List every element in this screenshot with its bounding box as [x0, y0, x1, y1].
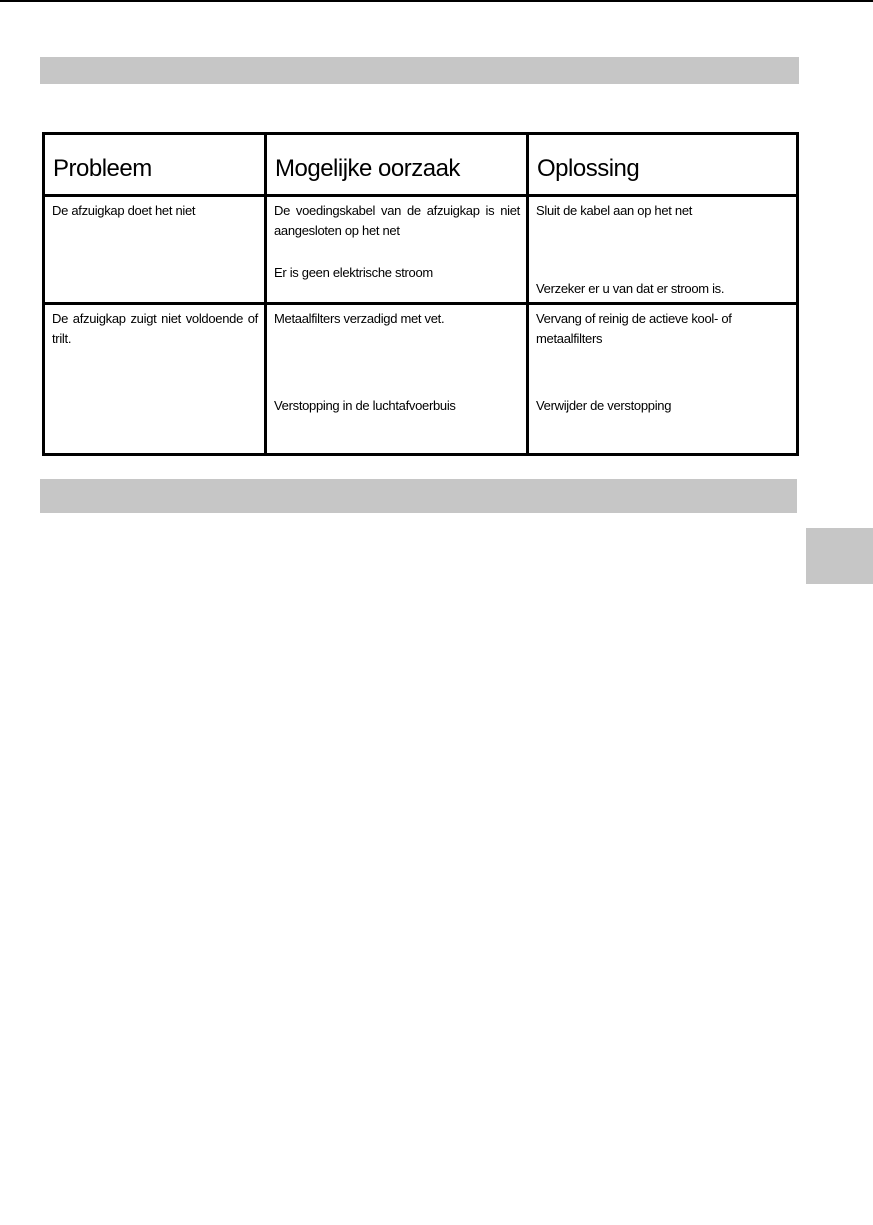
cause-text: De voedingskabel van de afzuigkap is niet aangesloten op het net [274, 203, 520, 238]
top-rule [0, 0, 873, 2]
solution-cell [528, 196, 798, 304]
table-header-row [44, 134, 798, 196]
cause-text: Verstopping in de luchtafvoerbuis [274, 398, 456, 413]
table-row [44, 196, 798, 304]
table-row [44, 304, 798, 455]
cause-cell [266, 196, 528, 304]
problem-text: De afzuigkap zuigt niet voldoende of trilt. [52, 311, 258, 346]
cause-cell [266, 304, 528, 455]
solution-cell [528, 304, 798, 455]
problem-text: De afzuigkap doet het niet [52, 203, 196, 218]
section-footer-band [40, 479, 797, 513]
cause-text: Metaalfilters verzadigd met vet. [274, 311, 445, 326]
problem-cell [44, 196, 266, 304]
cause-text: Er is geen elektrische stroom [274, 265, 433, 280]
header-solution: Oplossing [528, 134, 798, 196]
section-header-band [40, 57, 799, 84]
troubleshooting-table [42, 132, 799, 456]
solution-text: Sluit de kabel aan op het net [536, 203, 693, 218]
solution-text: Vervang of reinig de actieve kool- of metaalfilters [536, 311, 732, 346]
solution-text: Verzeker er u van dat er stroom is. [536, 281, 725, 296]
header-problem: Probleem [44, 134, 266, 196]
header-cause: Mogelijke oorzaak [266, 134, 528, 196]
troubleshooting-table-wrapper [42, 132, 796, 459]
problem-cell [44, 304, 266, 455]
page-side-tab [806, 528, 873, 584]
solution-text: Verwijder de verstopping [536, 398, 672, 413]
